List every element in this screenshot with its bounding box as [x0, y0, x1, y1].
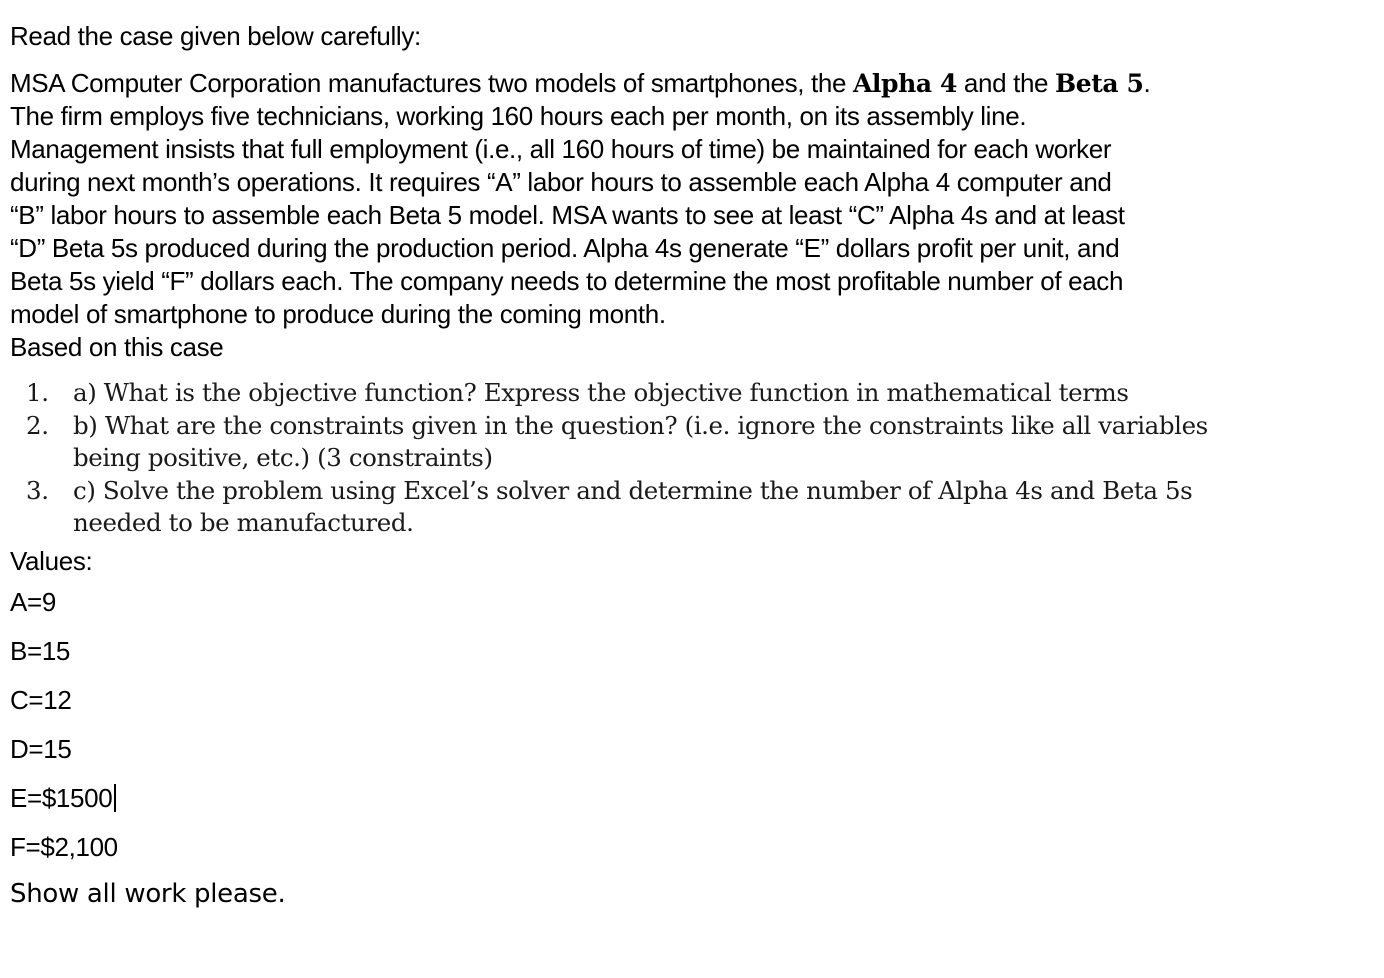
values-list	[10, 586, 1370, 864]
question-line: being positive, etc.) (3 constraints)	[73, 443, 493, 472]
question-line: needed to be manufactured.	[73, 508, 414, 537]
value-f: F=$2,100	[10, 831, 118, 862]
question-line: b) What are the constraints given in the question? (i.e. ignore the constraints like all variables	[73, 410, 1208, 440]
text-cursor	[114, 784, 116, 812]
question-number: 1.	[26, 378, 49, 407]
beta-5-bold: Beta 5	[1055, 69, 1144, 98]
value-c: C=12	[10, 684, 72, 715]
case-line-8: model of smartphone to produce during the coming month.	[10, 299, 666, 329]
document-body	[10, 20, 1370, 912]
question-line: c) Solve the problem using Excel’s solver and determine the number of Alpha 4s and Beta 5s	[73, 475, 1193, 505]
case-line-2: The firm employs five technicians, working 160 hours each per month, on its assembly line.	[10, 101, 1027, 131]
question-item	[10, 377, 1370, 410]
value-e-line[interactable]	[10, 782, 1370, 815]
value-e: E=$1500	[10, 782, 113, 813]
value-a: A=9	[10, 586, 56, 617]
case-line-7: Beta 5s yield “F” dollars each. The company needs to determine the most profitable number of each	[10, 266, 1124, 296]
value-b: B=15	[10, 635, 71, 666]
question-number: 3.	[26, 475, 49, 505]
intro-text: Read the case given below carefully:	[10, 21, 421, 51]
question-item	[10, 410, 1370, 475]
alpha-4-bold: Alpha 4	[852, 69, 957, 98]
case-paragraph	[10, 67, 1370, 331]
closing-text: Show all work please.	[10, 878, 286, 909]
question-item	[10, 475, 1370, 540]
question-line: a) What is the objective function? Express the objective function in mathematical terms	[73, 378, 1129, 407]
based-on-text: Based on this case	[10, 332, 224, 362]
case-line-4: during next month’s operations. It requires “A” labor hours to assemble each Alpha 4 computer and	[10, 167, 1112, 197]
case-text-part: MSA Computer Corporation manufactures two models of smartphones, the	[10, 68, 853, 98]
case-line-1	[10, 67, 1370, 100]
values-label: Values:	[10, 545, 93, 576]
case-line-5: “B” labor hours to assemble each Beta 5 model. MSA wants to see at least “C” Alpha 4s and at least	[10, 200, 1125, 230]
case-text-part: and the	[957, 68, 1056, 98]
case-line-6: “D” Beta 5s produced during the production period. Alpha 4s generate “E” dollars profit per unit, and	[10, 233, 1120, 263]
case-text-part: .	[1143, 68, 1151, 98]
questions-list	[10, 377, 1370, 540]
value-d: D=15	[10, 733, 72, 764]
case-line-3: Management insists that full employment (i.e., all 160 hours of time) be maintained for each worker	[10, 134, 1112, 164]
question-number: 2.	[26, 410, 49, 440]
